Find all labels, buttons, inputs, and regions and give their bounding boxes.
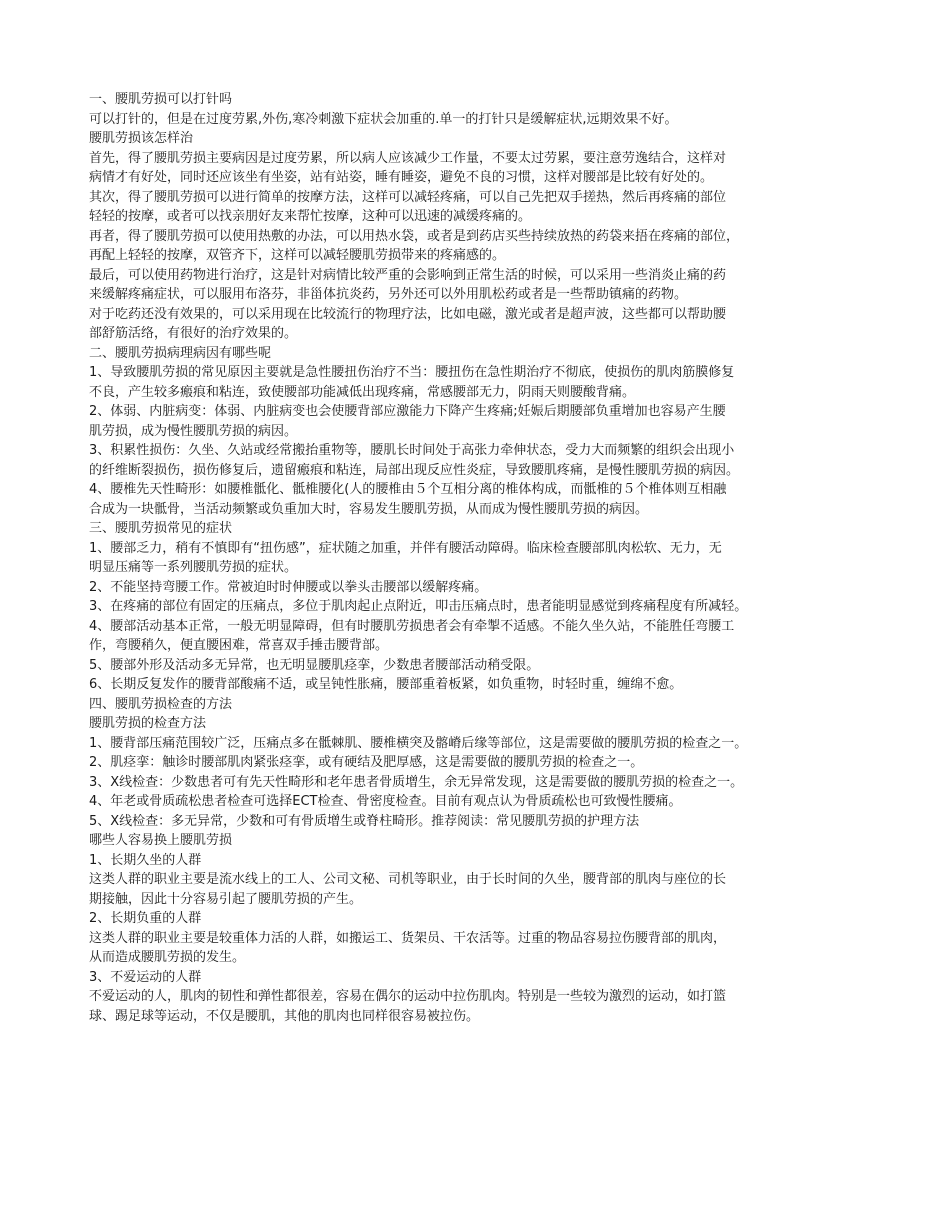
text-line: 再者，得了腰肌劳损可以使用热敷的办法，可以用热水袋，或者是到药店买些持续放热的药袋来捂在疼痛的部位， [89,228,740,244]
text-line: 一、腰肌劳损可以打针吗 [89,92,233,107]
text-line: 不爱运动的人，肌肉的韧性和弹性都很差，容易在偶尔的运动中拉伤肌肉。特别是一些较为激烈的运动，如打篮 [89,989,727,1004]
text-line: 1、腰背部压痛范围较广泛，压痛点多在骶棘肌、腰椎横突及髂嵴后缘等部位，这是需要做的腰肌劳损的检查之一。 [89,735,748,751]
text-line: 作，弯腰稍久，便直腰困难，常喜双手捶击腰背部。 [89,638,389,653]
text-line: 明显压痛等一系列腰肌劳损的症状。 [89,560,298,575]
text-line: 首先，得了腰肌劳损主要病因是过度劳累，所以病人应该减少工作量，不要太过劳累，要注意劳逸结合，这样对 [89,150,727,166]
text-line: 4、年老或骨质疏松患者检查可选择ECT检查、骨密度检查。目前有观点认为骨质疏松也可致慢性腰痛。 [89,794,682,809]
text-line: 最后，可以使用药物进行治疗，这是针对病情比较严重的会影响到正常生活的时候，可以采用一些消炎止痛的药 [89,267,727,283]
text-line: 腰肌劳损的检查方法 [89,716,207,731]
text-line: 3、在疼痛的部位有固定的压痛点，多位于肌肉起止点附近，叩击压痛点时，患者能明显感觉到疼痛程度有所减轻。 [89,599,748,614]
text-line: 2、肌痉挛：触诊时腰部肌肉紧张痉挛，或有硬结及肥厚感，这是需要做的腰肌劳损的检查之一。 [89,755,644,770]
text-line: 不良，产生较多瘢痕和粘连，致使腰部功能减低出现疼痛，常感腰部无力，阴雨天则腰酸背痛。 [89,384,636,400]
text-line: 从而造成腰肌劳损的发生。 [89,950,246,965]
text-line: 来缓解疼痛症状，可以服用布洛芬，非甾体抗炎药，另外还可以外用肌松药或者是一些帮助镇痛的药物。 [89,287,688,302]
text-line: 1、导致腰肌劳损的常见原因主要就是急性腰扭伤治疗不当：腰扭伤在急性期治疗不彻底，使损伤的肌肉筋膜修复 [89,365,735,380]
text-line: 这类人群的职业主要是较重体力活的人群，如搬运工、货架员、干农活等。过重的物品容易拉伤腰背部的肌肉， [89,930,727,946]
text-line: 4、腰部活动基本正常，一般无明显障碍，但有时腰肌劳损患者会有牵掣不适感。不能久坐久站，不能胜任弯腰工 [89,618,735,634]
text-line: 4、腰椎先天性畸形：如腰椎骶化、骶椎腰化(人的腰椎由５个互相分离的椎体构成，而骶椎的５个椎体则互相融 [89,482,727,497]
text-line: 三、腰肌劳损常见的症状 [89,521,233,536]
text-line: 部舒筋活络，有很好的治疗效果的。 [89,326,298,341]
document-body [89,90,874,1026]
text-line: 3、积累性损伤：久坐、久站或经常搬抬重物等，腰肌长时间处于高张力牵伸状态，受力大而频繁的组织会出现小 [89,443,735,458]
text-line: 2、体弱、内脏病变：体弱、内脏病变也会使腰背部应激能力下降产生疼痛;妊娠后期腰部负重增加也容易产生腰 [89,404,726,419]
text-line: 2、长期负重的人群 [89,911,202,926]
text-line: 1、腰部乏力，稍有不慎即有“扭伤感”，症状随之加重，并伴有腰活动障碍。临床检查腰部肌肉松软、无力，无 [89,540,722,556]
text-line: 6、长期反复发作的腰背部酸痛不适，或呈钝性胀痛，腰部重着板紧，如负重物，时轻时重，缠绵不愈。 [89,677,683,692]
text-line: 2、不能坚持弯腰工作。常被迫时时伸腰或以拳头击腰部以缓解疼痛。 [89,579,488,595]
text-line: 3、X线检查：少数患者可有先天性畸形和老年患者骨质增生，余无异常发现，这是需要做的腰肌劳损的检查之一。 [89,774,744,790]
text-line: 肌劳损，成为慢性腰肌劳损的病因。 [89,423,298,439]
text-line: 可以打针的，但是在过度劳累,外伤,寒冷刺激下症状会加重的.单一的打针只是缓解症状,远期效果不好。 [89,111,678,127]
text-line: 再配上轻轻的按摩，双管齐下，这样可以减轻腰肌劳损带来的疼痛感的。 [89,248,506,263]
text-line: 5、腰部外形及活动多无异常，也无明显腰肌痉挛，少数患者腰部活动稍受限。 [89,657,540,673]
text-line: 四、腰肌劳损检查的方法 [89,696,233,712]
text-line: 5、X线检查：多无异常，少数和可有骨质增生或脊柱畸形。推荐阅读：常见腰肌劳损的护理方法 [89,813,640,829]
text-line: 的纤维断裂损伤，损伤修复后，遗留瘢痕和粘连，局部出现反应性炎症，导致腰肌疼痛，是慢性腰肌劳损的病因。 [89,462,740,478]
text-line: 这类人群的职业主要是流水线上的工人、公司文秘、司机等职业，由于长时间的久坐，腰背部的肌肉与座位的长 [89,872,727,887]
text-line: 1、长期久坐的人群 [89,852,202,868]
text-line: 病情才有好处，同时还应该坐有坐姿，站有站姿，睡有睡姿，避免不良的习惯，这样对腰部是比较有好处的。 [89,170,714,185]
text-line: 二、腰肌劳损病理病因有哪些呢 [89,345,272,361]
text-line: 哪些人容易换上腰肌劳损 [89,833,233,848]
text-line: 其次，得了腰肌劳损可以进行简单的按摩方法，这样可以减轻疼痛，可以自己先把双手搓热，然后再疼痛的部位 [89,189,727,205]
text-line: 对于吃药还没有效果的，可以采用现在比较流行的物理疗法，比如电磁，激光或者是超声波，这些都可以帮助腰 [89,306,727,322]
text-line: 3、不爱运动的人群 [89,969,202,985]
text-line: 合成为一块骶骨，当活动频繁或负重加大时，容易发生腰肌劳损，从而成为慢性腰肌劳损的病因。 [89,501,649,517]
text-line: 轻轻的按摩，或者可以找亲朋好友来帮忙按摩，这种可以迅速的减缓疼痛的。 [89,209,532,224]
text-line: 腰肌劳损该怎样治 [89,131,194,146]
text-line: 球、踢足球等运动，不仅是腰肌，其他的肌肉也同样很容易被拉伤。 [89,1008,480,1024]
text-line: 期接触，因此十分容易引起了腰肌劳损的产生。 [89,891,363,907]
